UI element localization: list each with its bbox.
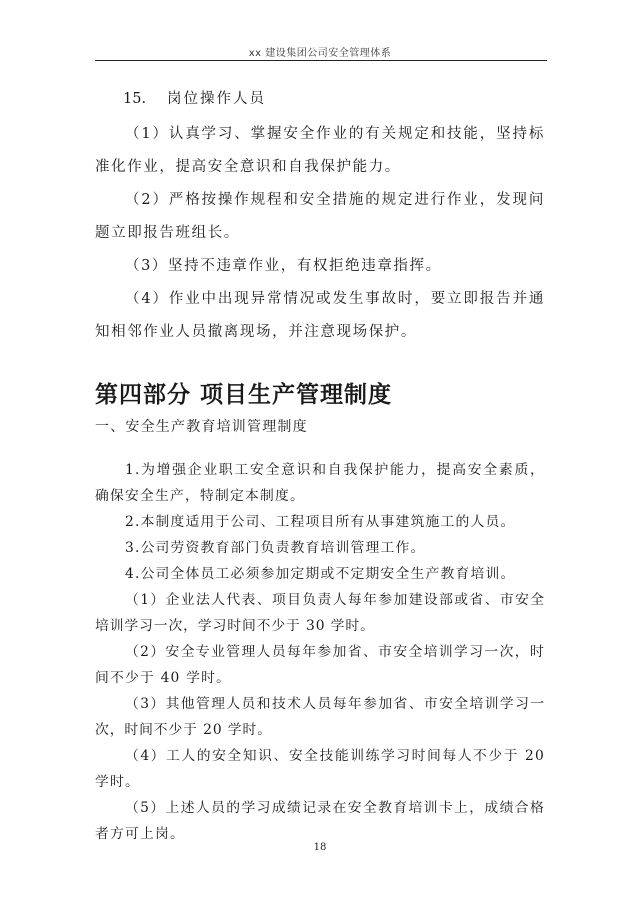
running-header: xx 建设集团公司安全管理体系 (248, 48, 392, 59)
list-item-4-2: （2）安全专业管理人员每年参加省、市安全培训学习一次，时间不少于 40 学时。 (95, 644, 545, 686)
section-15-paragraph-2: （2）严格按操作规程和安全措施的规定进行作业，发现问题立即报告班组长。 (95, 192, 545, 241)
list-item-1: 1.为增强企业职工安全意识和自我保护能力，提高安全素质，确保安全生产，特制定本制度。 (95, 462, 545, 504)
page-number: 18 (313, 842, 327, 853)
section-15-paragraph-1: （1）认真学习、掌握安全作业的有关规定和技能，坚持标准化作业，提高安全意识和自我保护能力。 (95, 126, 545, 175)
list-item-3: 3.公司劳资教育部门负责教育培训管理工作。 (125, 540, 426, 556)
part-4-title: 第四部分 项目生产管理制度 (95, 382, 393, 408)
list-item-4: 4.公司全体员工必须参加定期或不定期安全生产教育培训。 (125, 566, 516, 582)
list-item-4-4: （4）工人的安全知识、安全技能训练学习时间每人不少于 20 学时。 (95, 748, 545, 790)
header-divider (95, 60, 547, 61)
section-15-paragraph-3: （3）坚持不违章作业，有权拒绝违章指挥。 (125, 258, 442, 274)
page-body (95, 84, 545, 847)
section-15-heading (95, 84, 545, 114)
list-item-4-5: （5）上述人员的学习成绩记录在安全教育培训卡上，成绩合格者方可上岗。 (95, 800, 545, 842)
section-number: 15. (123, 91, 147, 107)
section-15-paragraph-4: （4）作业中出现异常情况或发生事故时，要立即报告并通知相邻作业人员撤离现场，并注意现场保护。 (95, 291, 545, 340)
section-title: 岗位操作人员 (167, 91, 266, 107)
list-item-2: 2.本制度适用于公司、工程项目所有从事建筑施工的人员。 (125, 514, 516, 530)
list-item-4-3: （3）其他管理人员和技术人员每年参加省、市安全培训学习一次，时间不少于 20 学时。 (95, 696, 545, 738)
subsection-title: 一、安全生产教育培训管理制度 (95, 419, 308, 435)
list-item-4-1: （1）企业法人代表、项目负责人每年参加建设部或省、市安全培训学习一次，学习时间不少于 30 学时。 (95, 592, 545, 634)
